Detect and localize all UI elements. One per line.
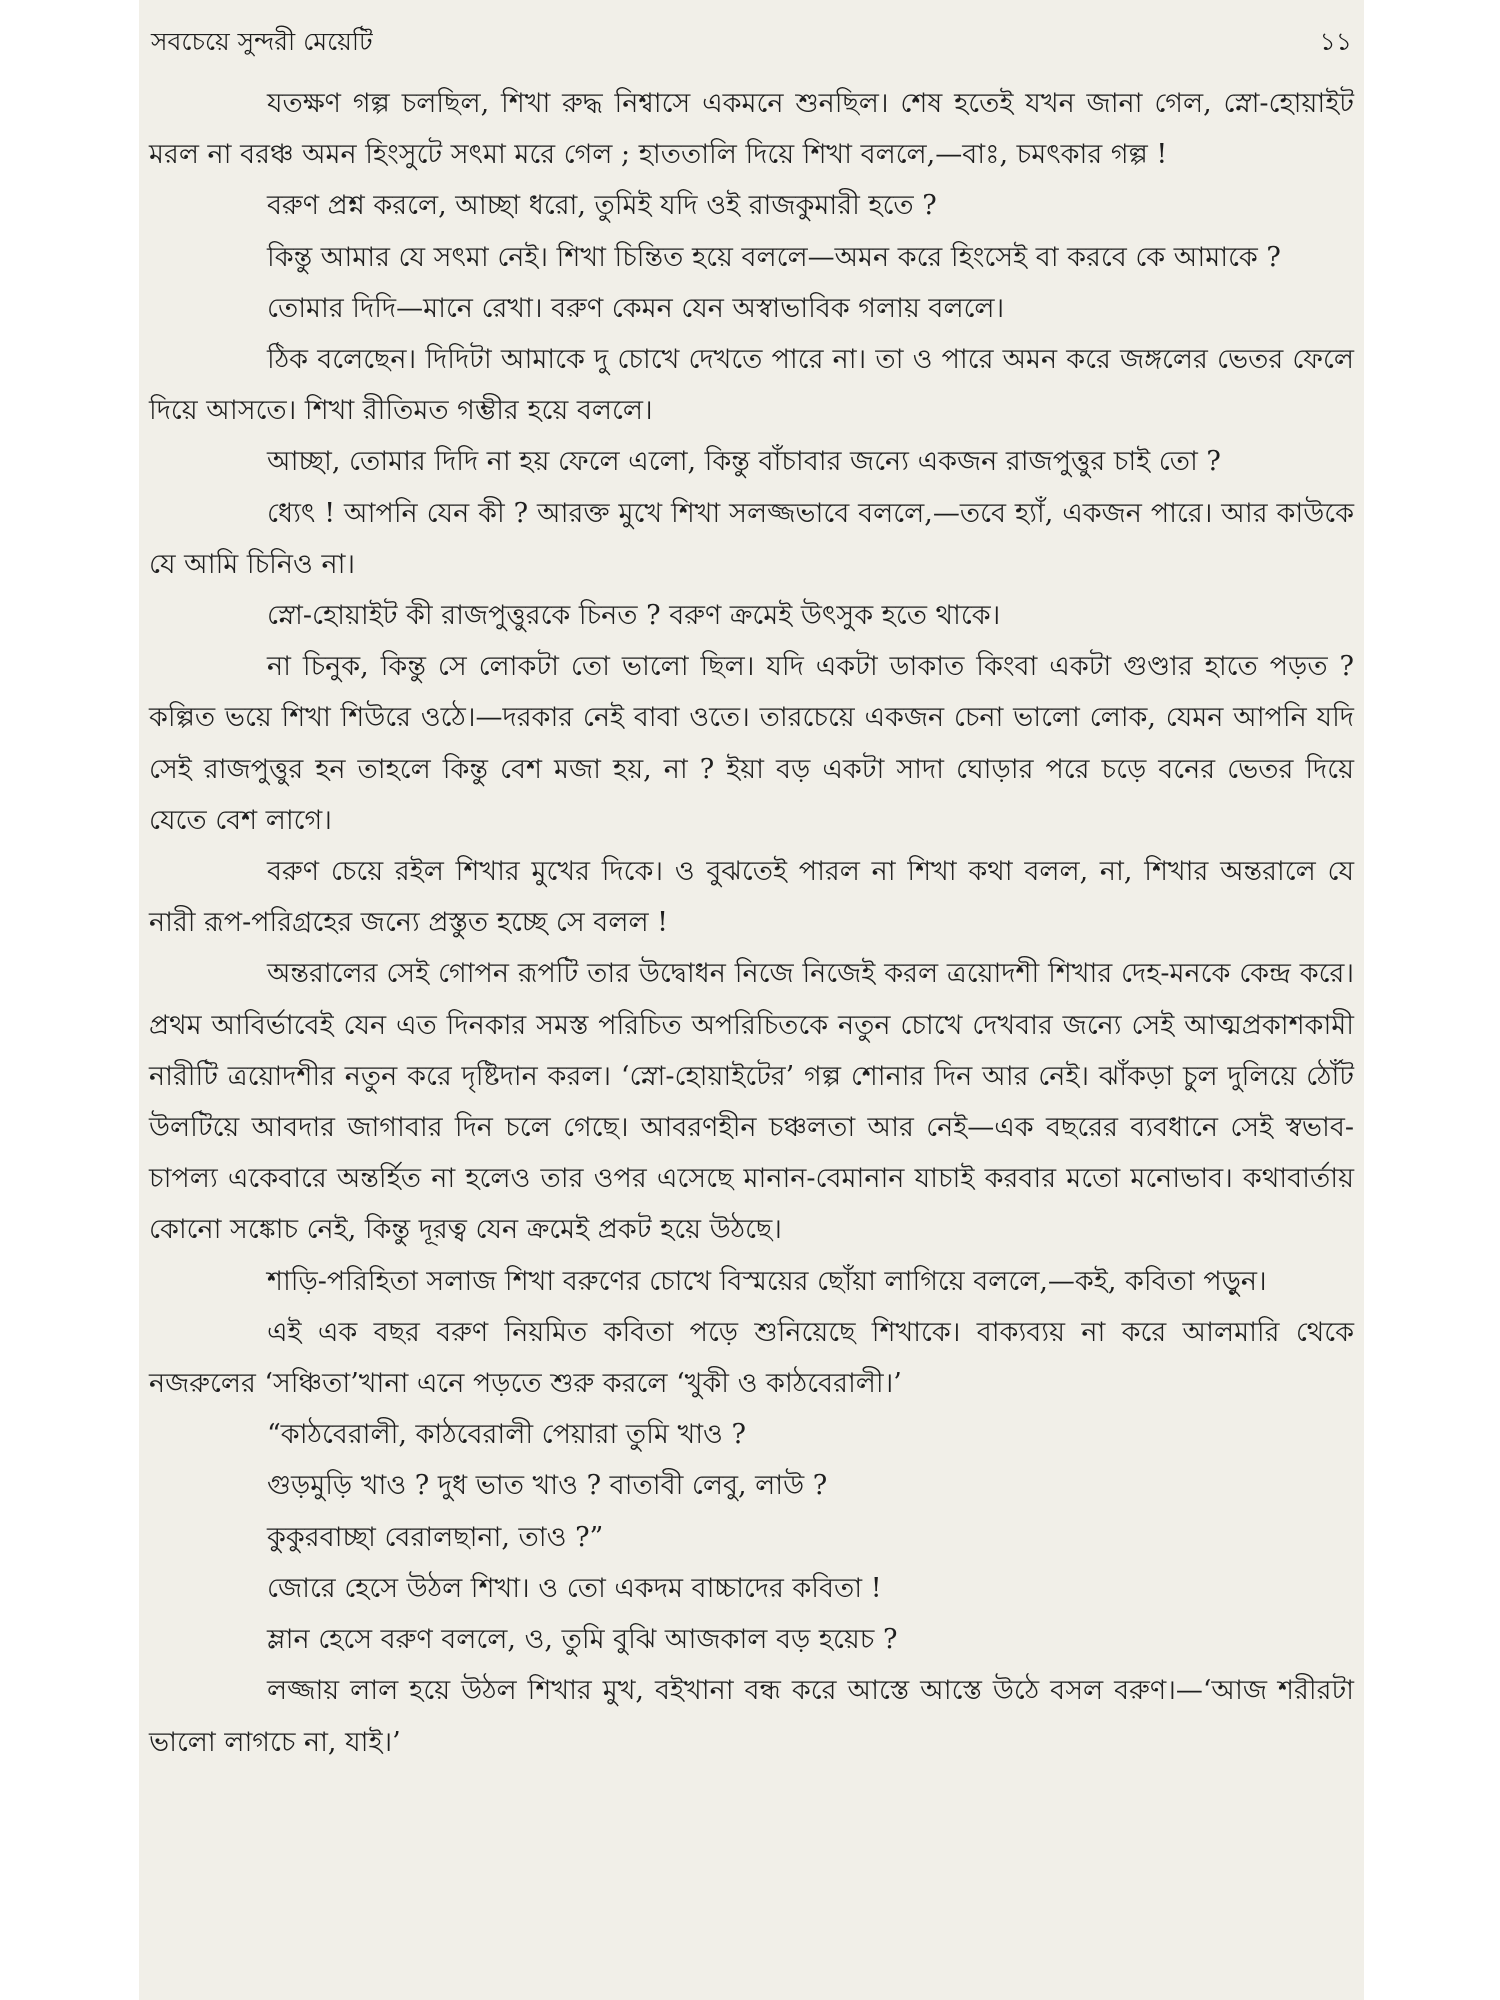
paragraph: অন্তরালের সেই গোপন রূপটি তার উদ্বোধন নিজে নিজেই করল ত্রয়োদশী শিখার দেহ-মনকে কেন্দ্র করে। প্রথম আবির্ভাবেই যেন এত দিনকার সমস্ত পরিচিত অপরিচিতকে নতুন চোখে দেখবার জন্যে সেই আত্মপ্রকাশকামী নারীটি ত্রয়োদশীর নতুন করে দৃষ্টিদান করল। ‘স্নো-হোয়াইটের’ গল্প শোনার দিন আর নেই। ঝাঁকড়া চুল দুলিয়ে ঠোঁট উলটিয়ে আবদার জাগাবার দিন চলে গেছে। আবরণহীন চঞ্চলতা আর নেই—এক বছরের ব্যবধানে সেই স্বভাব-চাপল্য একেবারে অন্তর্হিত না হলেও তার ওপর এসেছে মানান-বেমানান যাচাই করবার মতো মনোভাব। কথাবার্তায় কোনো সঙ্কোচ নেই, কিন্তু দূরত্ব যেন ক্রমেই প্রকট হয়ে উঠছে। [149, 958, 1354, 1246]
paragraph: ধ্যেৎ ! আপনি যেন কী ? আরক্ত মুখে শিখা সলজ্জভাবে বললে,—তবে হ্যাঁ, একজন পারে। আর কাউকে যে আমি চিনিও না। [149, 497, 1354, 580]
book-page [139, 0, 1364, 2000]
paragraph: স্নো-হোয়াইট কী রাজপুত্তুরকে চিনত ? বরুণ ক্রমেই উৎসুক হতে থাকে। [267, 600, 1001, 632]
paragraph: বরুণ প্রশ্ন করলে, আচ্ছা ধরো, তুমিই যদি ওই রাজকুমারী হতে ? [267, 190, 937, 222]
paragraph: এই এক বছর বরুণ নিয়মিত কবিতা পড়ে শুনিয়েছে শিখাকে। বাক্যব্যয় না করে আলমারি থেকে নজরুলের ‘সঞ্চিতা’খানা এনে পড়তে শুরু করলে ‘খুকী ও কাঠবেরালী।’ [149, 1316, 1354, 1400]
poem-line: “কাঠবেরালী, কাঠবেরালী পেয়ারা তুমি খাও ? [267, 1419, 746, 1451]
paragraph: লজ্জায় লাল হয়ে উঠল শিখার মুখ, বইখানা বন্ধ করে আস্তে আস্তে উঠে বসল বরুণ।—‘আজ শরীরটা ভালো লাগচে না, যাই।’ [149, 1675, 1354, 1758]
body-text [149, 78, 1354, 1768]
running-title: সবচেয়ে সুন্দরী মেয়েটি [151, 27, 373, 56]
paragraph: ঠিক বলেছেন। দিদিটা আমাকে দু চোখে দেখতে পারে না। তা ও পারে অমন করে জঙ্গলের ভেতর ফেলে দিয়ে আসতে। শিখা রীতিমত গম্ভীর হয়ে বললে। [149, 344, 1354, 427]
running-head [149, 22, 1354, 70]
paragraph: ম্লান হেসে বরুণ বললে, ও, তুমি বুঝি আজকাল বড় হয়েচ ? [267, 1624, 898, 1656]
paragraph: যতক্ষণ গল্প চলছিল, শিখা রুদ্ধ নিশ্বাসে একমনে শুনছিল। শেষ হতেই যখন জানা গেল, স্নো-হোয়াইট মরল না বরঞ্চ অমন হিংসুটে সৎমা মরে গেল ; হাততালি দিয়ে শিখা বললে,—বাঃ, চমৎকার গল্প ! [149, 88, 1354, 171]
paragraph: আচ্ছা, তোমার দিদি না হয় ফেলে এলো, কিন্তু বাঁচাবার জন্যে একজন রাজপুত্তুর চাই তো ? [267, 446, 1221, 478]
paragraph: বরুণ চেয়ে রইল শিখার মুখের দিকে। ও বুঝতেই পারল না শিখা কথা বলল, না, শিখার অন্তরালে যে নারী রূপ-পরিগ্রহের জন্যে প্রস্তুত হচ্ছে সে বলল ! [149, 856, 1354, 939]
poem-line: কুকুরবাচ্ছা বেরালছানা, তাও ?” [267, 1521, 604, 1553]
paragraph: তোমার দিদি—মানে রেখা। বরুণ কেমন যেন অস্বাভাবিক গলায় বললে। [267, 292, 1005, 324]
paragraph: না চিনুক, কিন্তু সে লোকটা তো ভালো ছিল। যদি একটা ডাকাত কিংবা একটা গুণ্ডার হাতে পড়ত ? কল্পিত ভয়ে শিখা শিউরে ওঠে।—দরকার নেই বাবা ওতে। তারচেয়ে একজন চেনা ভালো লোক, যেমন আপনি যদি সেই রাজপুত্তুর হন তাহলে কিন্তু বেশ মজা হয়, না ? ইয়া বড় একটা সাদা ঘোড়ার পরে চড়ে বনের ভেতর দিয়ে যেতে বেশ লাগে। [149, 651, 1354, 836]
paragraph: শাড়ি-পরিহিতা সলাজ শিখা বরুণের চোখে বিস্ময়ের ছোঁয়া লাগিয়ে বললে,—কই, কবিতা পড়ুন। [267, 1265, 1267, 1297]
paragraph: কিন্তু আমার যে সৎমা নেই। শিখা চিন্তিত হয়ে বললে—অমন করে হিংসেই বা করবে কে আমাকে ? [267, 241, 1281, 273]
poem-line: গুড়মুড়ি খাও ? দুধ ভাত খাও ? বাতাবী লেবু, লাউ ? [267, 1470, 828, 1502]
page-number: ১১ [1319, 27, 1352, 56]
paragraph: জোরে হেসে উঠল শিখা। ও তো একদম বাচ্চাদের কবিতা ! [267, 1572, 882, 1604]
